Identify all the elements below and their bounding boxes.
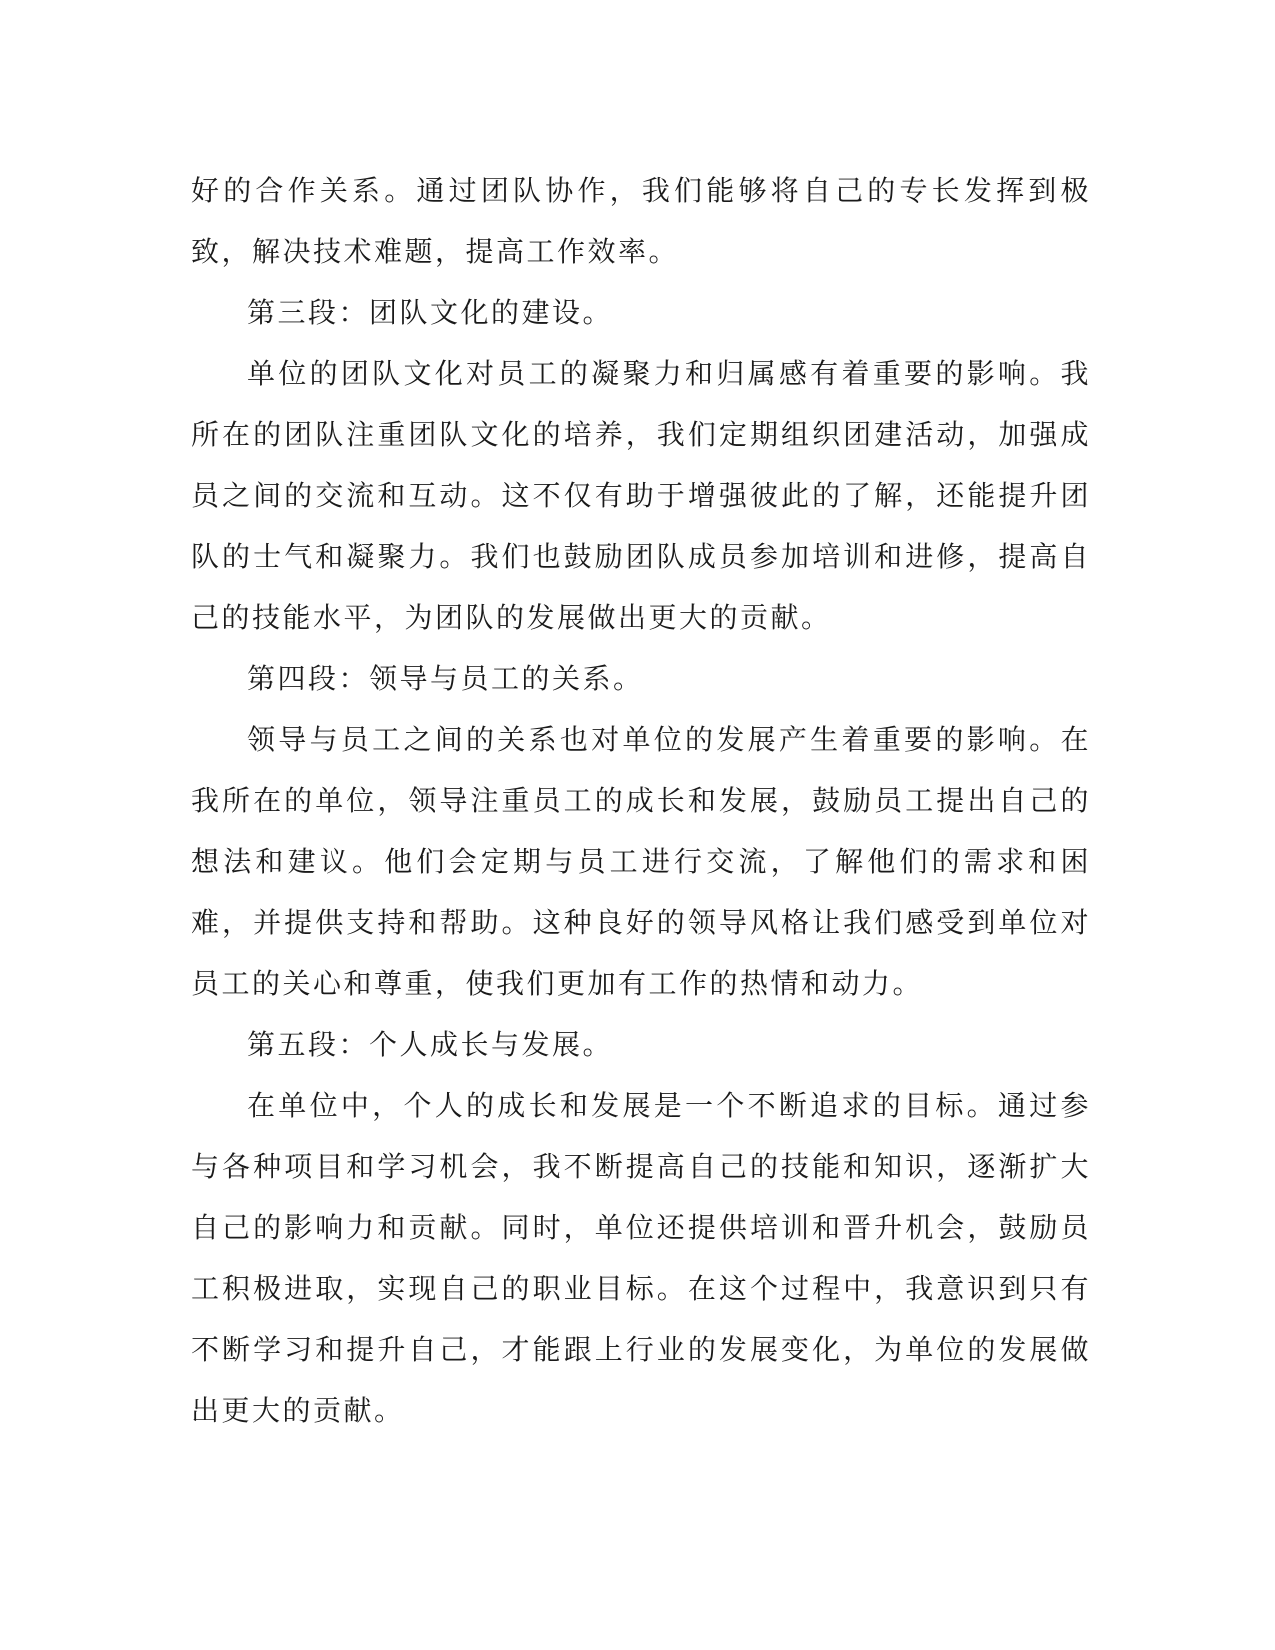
section-heading-3: 第三段：团队文化的建设。 [247, 296, 614, 329]
paragraph-leadership: 领导与员工之间的关系也对单位的发展产生着重要的影响。在我所在的单位，领导注重员工的成长和发展，鼓励员工提出自己的想法和建议。他们会定期与员工进行交流，了解他们的需求和困难，并提供支持和帮助。这种良好的领导风格让我们感受到单位对员工的关心和尊重，使我们更加有工作的热情和动力。 [191, 723, 1091, 1000]
paragraph-continuation: 好的合作关系。通过团队协作，我们能够将自己的专长发挥到极致，解决技术难题，提高工作效率。 [191, 174, 1091, 268]
paragraph-personal-growth: 在单位中，个人的成长和发展是一个不断追求的目标。通过参与各种项目和学习机会，我不断提高自己的技能和知识，逐渐扩大自己的影响力和贡献。同时，单位还提供培训和晋升机会，鼓励员工积极进取，实现自己的职业目标。在这个过程中，我意识到只有不断学习和提升自己，才能跟上行业的发展变化，为单位的发展做出更大的贡献。 [191, 1089, 1091, 1427]
paragraph-team-culture: 单位的团队文化对员工的凝聚力和归属感有着重要的影响。我所在的团队注重团队文化的培养，我们定期组织团建活动，加强成员之间的交流和互动。这不仅有助于增强彼此的了解，还能提升团队的士气和凝聚力。我们也鼓励团队成员参加培训和进修，提高自己的技能水平，为团队的发展做出更大的贡献。 [191, 357, 1091, 634]
section-heading-4: 第四段：领导与员工的关系。 [247, 662, 644, 695]
section-heading-5: 第五段：个人成长与发展。 [247, 1028, 614, 1061]
document-body [191, 160, 1091, 1441]
